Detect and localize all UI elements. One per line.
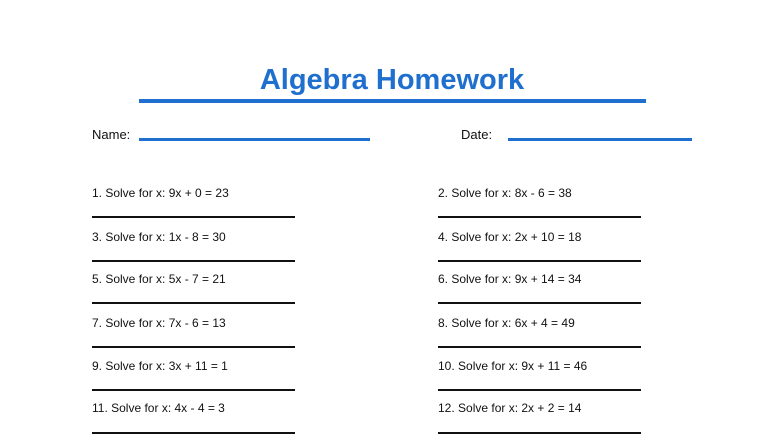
date-label: Date: [461,127,493,142]
answer-line-3[interactable] [92,260,295,262]
problem-10: 10. Solve for x: 9x + 11 = 46 [438,359,588,373]
problem-7: 7. Solve for x: 7x - 6 = 13 [92,316,226,330]
problem-1: 1. Solve for x: 9x + 0 = 23 [92,186,229,200]
answer-line-5[interactable] [92,302,295,304]
answer-line-8[interactable] [438,346,641,348]
answer-line-10[interactable] [438,389,641,391]
answer-line-1[interactable] [92,216,295,218]
problem-2: 2. Solve for x: 8x - 6 = 38 [438,186,572,200]
answer-line-9[interactable] [92,389,295,391]
answer-line-7[interactable] [92,346,295,348]
title-underline [139,99,646,103]
problem-4: 4. Solve for x: 2x + 10 = 18 [438,230,582,244]
problem-11: 11. Solve for x: 4x - 4 = 3 [92,401,225,415]
date-field-line[interactable] [508,138,692,141]
problem-3: 3. Solve for x: 1x - 8 = 30 [92,230,226,244]
answer-line-11[interactable] [92,432,295,434]
answer-line-2[interactable] [438,216,641,218]
name-field-line[interactable] [139,138,370,141]
answer-line-4[interactable] [438,260,641,262]
problem-6: 6. Solve for x: 9x + 14 = 34 [438,272,582,286]
problem-5: 5. Solve for x: 5x - 7 = 21 [92,272,226,286]
problem-9: 9. Solve for x: 3x + 11 = 1 [92,359,228,373]
worksheet-title: Algebra Homework [259,64,525,96]
name-label: Name: [92,127,131,142]
answer-line-12[interactable] [438,432,641,434]
problem-12: 12. Solve for x: 2x + 2 = 14 [438,401,582,415]
problem-8: 8. Solve for x: 6x + 4 = 49 [438,316,575,330]
answer-line-6[interactable] [438,302,641,304]
